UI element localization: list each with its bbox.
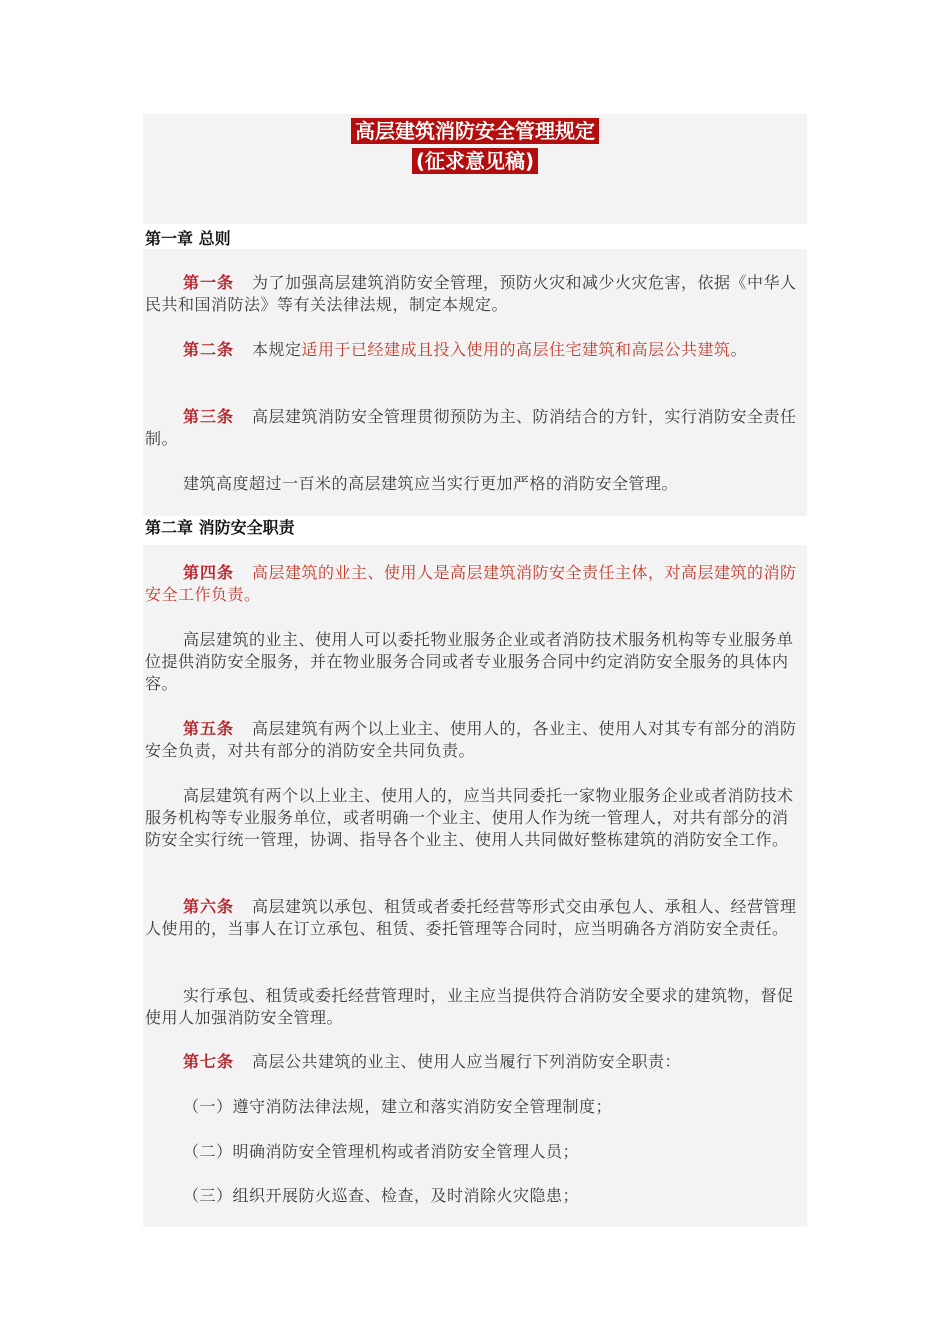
title-box xyxy=(143,114,807,224)
article-3 xyxy=(145,406,800,450)
article-2-highlight: 适用于已经建成且投入使用的高层住宅建筑和高层公共建筑 xyxy=(301,340,731,359)
document-subtitle: (征求意见稿) xyxy=(412,148,538,174)
article-1-text: 为了加强高层建筑消防安全管理，预防火灾和减少火灾危害，依据《中华人民共和国消防法》等有关法律法规，制定本规定。 xyxy=(145,273,797,314)
article-1-label: 第一条 xyxy=(183,273,235,292)
article-5 xyxy=(145,718,800,762)
article-6-text: 高层建筑以承包、租赁或者委托经营等形式交由承包人、承租人、经营管理人使用的，当事人在订立承包、租赁、委托管理等合同时，应当明确各方消防安全责任。 xyxy=(145,897,797,938)
article-5-paragraph-2: 高层建筑有两个以上业主、使用人的，应当共同委托一家物业服务企业或者消防技术服务机构等专业服务单位，或者明确一个业主、使用人作为统一管理人，对共有部分的消防安全实行统一管理，协调、指导各个业主、使用人共同做好整栋建筑的消防安全工作。 xyxy=(145,786,794,849)
article-7-item-3: （三）组织开展防火巡查、检查，及时消除火灾隐患； xyxy=(183,1186,580,1205)
article-4-text: 高层建筑的业主、使用人是高层建筑消防安全责任主体，对高层建筑的消防安全工作负责。 xyxy=(145,563,797,604)
article-3-paragraph-2: 建筑高度超过一百米的高层建筑应当实行更加严格的消防安全管理。 xyxy=(183,474,679,493)
chapter-2-heading: 第二章 消防安全职责 xyxy=(145,518,295,537)
article-2-text: 本规定 xyxy=(252,340,302,359)
article-2-label: 第二条 xyxy=(183,340,235,359)
article-7-label: 第七条 xyxy=(183,1052,235,1071)
article-6 xyxy=(145,896,800,940)
article-6-paragraph-2: 实行承包、租赁或委托经营管理时，业主应当提供符合消防安全要求的建筑物，督促使用人加强消防安全管理。 xyxy=(145,986,794,1027)
article-5-label: 第五条 xyxy=(183,719,235,738)
article-4-paragraph-2: 高层建筑的业主、使用人可以委托物业服务企业或者消防技术服务机构等专业服务单位提供消防安全服务，并在物业服务合同或者专业服务合同中约定消防安全服务的具体内容。 xyxy=(145,630,794,693)
article-7 xyxy=(145,1051,800,1073)
article-6-label: 第六条 xyxy=(183,897,235,916)
article-2-end: 。 xyxy=(730,340,748,359)
article-2 xyxy=(145,339,800,361)
article-7-item-1: （一）遵守消防法律法规，建立和落实消防安全管理制度； xyxy=(183,1097,613,1116)
article-7-text: 高层公共建筑的业主、使用人应当履行下列消防安全职责： xyxy=(252,1052,682,1071)
article-3-label: 第三条 xyxy=(183,407,235,426)
article-4 xyxy=(145,562,800,606)
document-title: 高层建筑消防安全管理规定 xyxy=(351,118,599,144)
chapter-1-heading: 第一章 总则 xyxy=(145,229,231,248)
article-7-item-2: （二）明确消防安全管理机构或者消防安全管理人员； xyxy=(183,1142,580,1161)
article-1 xyxy=(145,272,800,316)
article-3-text: 高层建筑消防安全管理贯彻预防为主、防消结合的方针，实行消防安全责任制。 xyxy=(145,407,797,448)
article-4-label: 第四条 xyxy=(183,563,235,582)
article-5-text: 高层建筑有两个以上业主、使用人的，各业主、使用人对其专有部分的消防安全负责，对共有部分的消防安全共同负责。 xyxy=(145,719,797,760)
